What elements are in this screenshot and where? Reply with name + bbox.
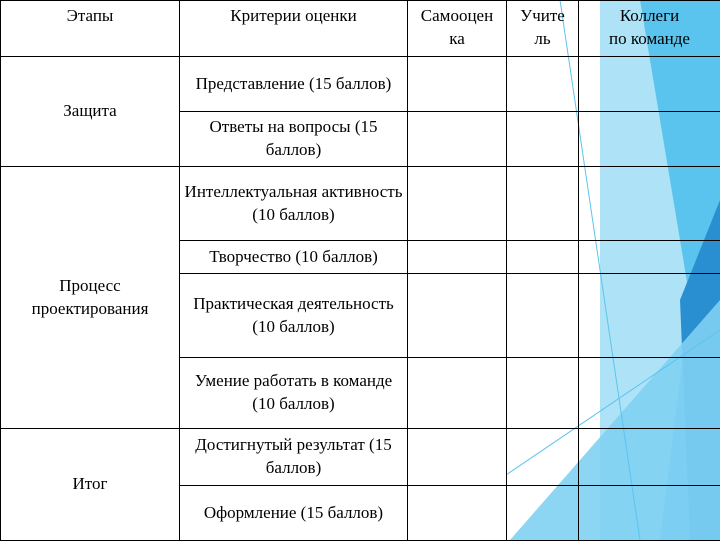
score-self[interactable] (408, 274, 507, 358)
score-self[interactable] (408, 112, 507, 167)
score-self[interactable] (408, 167, 507, 241)
header-stage: Этапы (1, 1, 180, 57)
score-teacher[interactable] (507, 241, 579, 274)
score-teacher[interactable] (507, 167, 579, 241)
score-colleagues[interactable] (579, 429, 720, 486)
header-criteria: Критерии оценки (180, 1, 408, 57)
score-colleagues[interactable] (579, 358, 720, 429)
score-teacher[interactable] (507, 429, 579, 486)
criterion-teamwork: Умение работать в команде (10 баллов) (180, 358, 408, 429)
score-colleagues[interactable] (579, 274, 720, 358)
stage-process: Процесс проектирования (1, 167, 180, 429)
stage-result: Итог (1, 429, 180, 541)
header-self-text: Самооцен ка (421, 6, 493, 48)
score-teacher[interactable] (507, 486, 579, 541)
score-self[interactable] (408, 358, 507, 429)
score-colleagues[interactable] (579, 486, 720, 541)
score-colleagues[interactable] (579, 57, 720, 112)
score-colleagues[interactable] (579, 167, 720, 241)
criterion-design: Оформление (15 баллов) (180, 486, 408, 541)
header-teacher (507, 1, 579, 57)
header-teacher-text: Учите ль (520, 6, 565, 48)
criterion-achieved-result: Достигнутый результат (15 баллов) (180, 429, 408, 486)
score-teacher[interactable] (507, 57, 579, 112)
header-colleagues-text: Коллеги по команде (609, 6, 690, 48)
score-self[interactable] (408, 57, 507, 112)
score-self[interactable] (408, 429, 507, 486)
header-colleagues (579, 1, 720, 57)
score-teacher[interactable] (507, 358, 579, 429)
criterion-presentation: Представление (15 баллов) (180, 57, 408, 112)
score-self[interactable] (408, 241, 507, 274)
score-colleagues[interactable] (579, 112, 720, 167)
criterion-creativity: Творчество (10 баллов) (180, 241, 408, 274)
criterion-intellectual-activity: Интеллектуальная активность (10 баллов) (180, 167, 408, 241)
score-teacher[interactable] (507, 112, 579, 167)
header-self-assessment (408, 1, 507, 57)
stage-defense: Защита (1, 57, 180, 167)
criterion-practical-activity: Практическая деятельность (10 баллов) (180, 274, 408, 358)
score-teacher[interactable] (507, 274, 579, 358)
score-self[interactable] (408, 486, 507, 541)
criterion-answers: Ответы на вопросы (15 баллов) (180, 112, 408, 167)
score-colleagues[interactable] (579, 241, 720, 274)
